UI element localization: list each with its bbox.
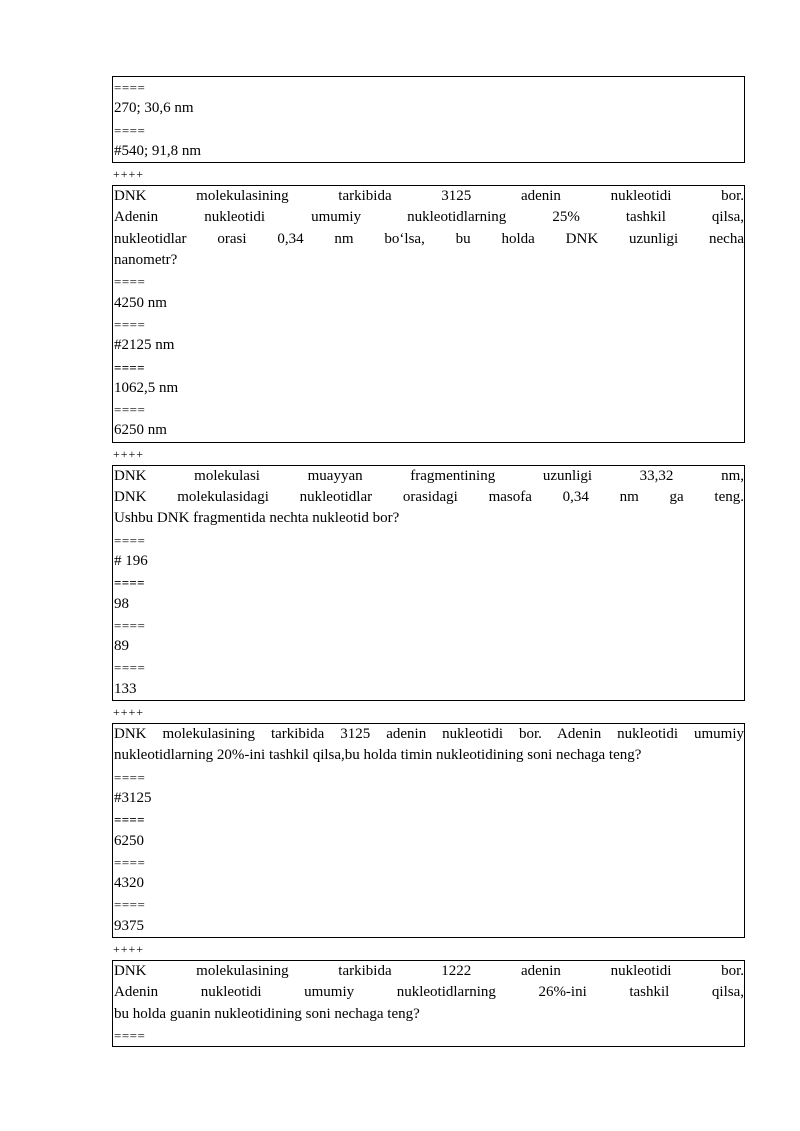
answer-block-1 (112, 76, 745, 163)
option-separator: ==== (114, 812, 145, 828)
answer-option: 6250 (114, 832, 144, 849)
option-separator: ==== (114, 617, 146, 633)
option-separator: ==== (114, 532, 146, 548)
answer-option: 133 (114, 680, 137, 697)
option-separator: ==== (114, 1027, 146, 1043)
question-separator: ++++ (113, 167, 145, 182)
option-separator: ==== (114, 316, 146, 332)
question-text-line: DNK molekulasining tarkibida 3125 adenin nukleotidi bor. Adenin nukleotidi umumiy (114, 726, 744, 743)
question-block-4 (112, 723, 745, 938)
question-text-line: Adenin nukleotidi umumiy nukleotidlarning 25% tashkil qilsa, (114, 209, 744, 226)
question-block-2 (112, 185, 745, 443)
option-separator: ==== (114, 854, 146, 870)
question-text-line: bu holda guanin nukleotidining soni nechaga teng? (114, 1005, 420, 1022)
option-separator: ==== (114, 402, 146, 418)
question-separator: ++++ (113, 941, 145, 956)
answer-option: 9375 (114, 917, 144, 934)
question-separator: ++++ (113, 705, 145, 720)
answer-option-correct: #2125 nm (114, 337, 175, 354)
option-separator: ==== (114, 660, 146, 676)
question-text-line: Adenin nukleotidi umumiy nukleotidlarning 26%-ini tashkil qilsa, (114, 984, 744, 1001)
answer-option: 4320 (114, 875, 144, 892)
option-separator: ==== (114, 769, 146, 785)
answer-option-correct: #3125 (114, 789, 152, 806)
answer-option: 1062,5 nm (114, 379, 179, 396)
question-text-line: DNK molekulasi muayyan fragmentining uzunligi 33,32 nm, (114, 467, 744, 484)
option-separator: ==== (114, 122, 146, 138)
question-text-line: nukleotidlarning 20%-ini tashkil qilsa,bu holda timin nukleotidining soni nechaga teng? (114, 747, 642, 764)
option-separator: ==== (114, 274, 146, 290)
document-page (112, 76, 745, 1047)
answer-option-correct: # 196 (114, 552, 148, 569)
question-block-3 (112, 465, 745, 701)
answer-option: 98 (114, 595, 129, 612)
answer-option: 89 (114, 638, 129, 655)
question-text-line: DNK molekulasining tarkibida 1222 adenin nukleotidi bor. (114, 962, 744, 979)
question-block-5 (112, 960, 745, 1047)
answer-option: 6250 nm (114, 422, 167, 439)
question-text-line: DNK molekulasidagi nukleotidlar orasidagi masofa 0,34 nm ga teng. (114, 489, 744, 506)
answer-option: 4250 nm (114, 294, 167, 311)
answer-option: 270; 30,6 nm (114, 100, 194, 117)
answer-option-correct: #540; 91,8 nm (114, 142, 202, 159)
option-separator: ==== (114, 359, 145, 375)
question-text-line: nukleotidlar orasi 0,34 nm bo‘lsa, bu holda DNK uzunligi necha (114, 230, 744, 247)
question-text-line: nanometr? (114, 252, 178, 269)
option-separator: ==== (114, 575, 145, 591)
question-text-line: Ushbu DNK fragmentida nechta nukleotid bor? (114, 510, 400, 527)
question-separator: ++++ (113, 446, 145, 461)
option-separator: ==== (114, 897, 146, 913)
option-separator: ==== (114, 80, 146, 95)
question-text-line: DNK molekulasining tarkibida 3125 adenin nukleotidi bor. (114, 188, 744, 205)
